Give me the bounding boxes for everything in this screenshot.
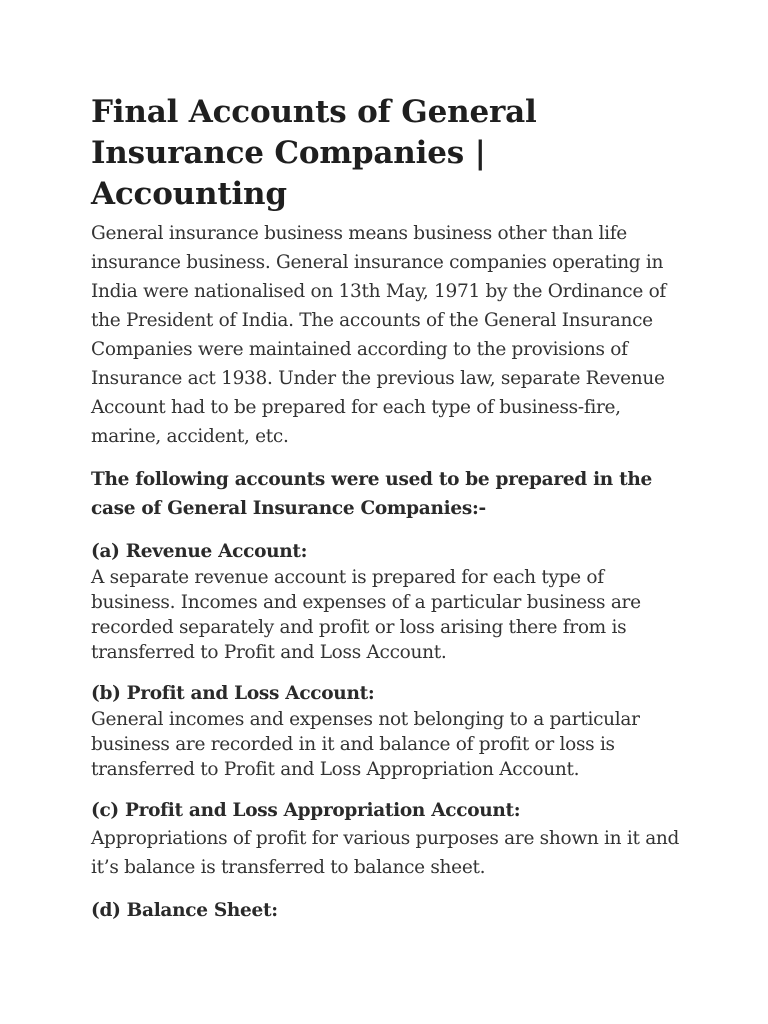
section-heading: (a) Revenue Account: <box>91 541 308 562</box>
document-page <box>91 92 691 924</box>
section-heading: (d) Balance Sheet: <box>91 900 278 921</box>
section-body: General incomes and expenses not belonging to a particular business are recorded in it and balance of profit or loss is transferred to Profit and Loss Appropriation Account. <box>91 709 640 780</box>
section-heading: (b) Profit and Loss Account: <box>91 683 375 704</box>
section-appropriation-account <box>91 798 691 882</box>
lead-paragraph: The following accounts were used to be prepared in the case of General Insurance Companies:- <box>91 469 652 519</box>
section-heading: (c) Profit and Loss Appropriation Account: <box>91 800 521 821</box>
section-profit-and-loss-account <box>91 681 691 782</box>
section-revenue-account <box>91 539 691 665</box>
intro-paragraph: General insurance business means business other than life insurance business. General insurance companies operating in India were nationalised on 13th May, 1971 by the Ordinance of the President of India. The accounts of the General Insurance Companies were maintained according to the provisions of Insurance act 1938. Under the previous law, separate Revenue Account had to be prepared for each type of business-fire, marine, accident, etc. <box>91 223 666 447</box>
section-body: Appropriations of profit for various purposes are shown in it and it’s balance is transferred to balance sheet. <box>91 828 680 878</box>
page-title: Final Accounts of General Insurance Companies | Accounting <box>91 94 537 212</box>
section-balance-sheet <box>91 898 691 924</box>
section-body: A separate revenue account is prepared for each type of business. Incomes and expenses of a particular business are recorded separately and profit or loss arising there from is transferred to Profit and Loss Account. <box>91 567 641 663</box>
